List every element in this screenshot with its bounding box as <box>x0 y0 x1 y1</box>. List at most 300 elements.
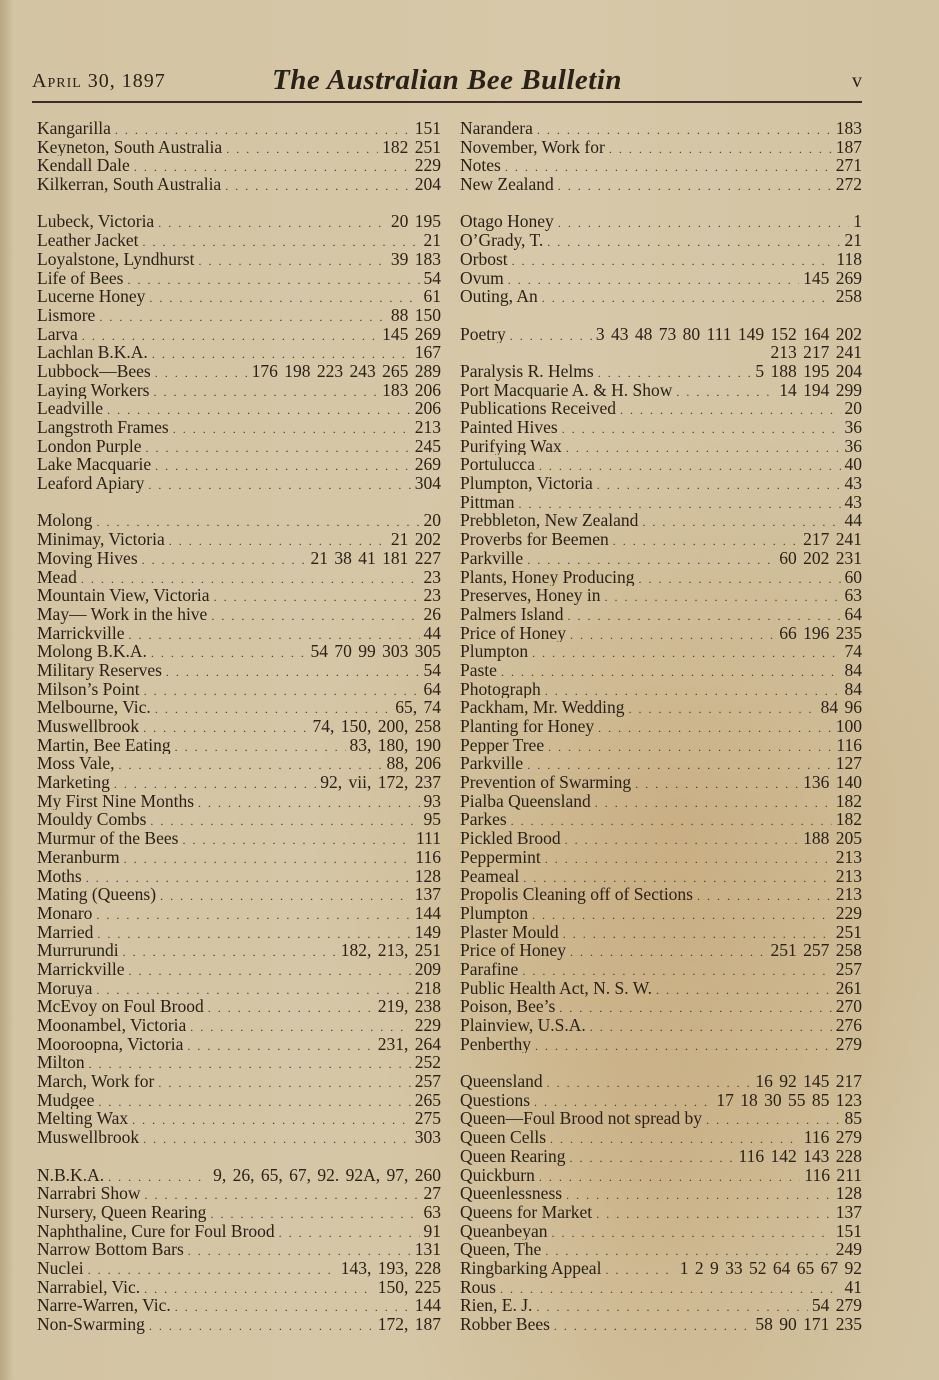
entry-pages: 54 <box>423 268 441 288</box>
leader-dots <box>558 214 849 231</box>
leader-dots <box>527 551 775 568</box>
entry-term: Plumpton <box>460 642 529 661</box>
index-entry <box>37 867 441 886</box>
index-entry <box>37 717 441 736</box>
leader-dots <box>609 140 832 157</box>
entry-term: Moving Hives <box>37 548 138 568</box>
entry-term: Murmur of the Bees <box>37 829 179 848</box>
entry-pages: 145 269 <box>803 268 862 288</box>
index-entry <box>37 455 441 474</box>
entry-pages: 40 <box>844 455 862 475</box>
entry-term: Marrickville <box>37 959 125 979</box>
entry-term: Questions <box>460 1090 530 1110</box>
leader-dots <box>706 1111 840 1128</box>
index-entry <box>460 904 862 923</box>
index-entry <box>37 138 441 157</box>
index-entry <box>460 138 862 157</box>
entry-pages: 1 2 9 33 52 64 65 67 92 <box>679 1258 862 1278</box>
index-entry <box>460 511 862 530</box>
leader-dots <box>500 1280 841 1297</box>
leader-dots <box>99 308 387 325</box>
index-entry <box>460 418 862 437</box>
leader-dots <box>182 831 412 848</box>
entry-term: Muswellbrook <box>37 717 140 736</box>
entry-pages: 257 <box>414 1072 441 1091</box>
entry-term: Painted Hives <box>460 418 558 437</box>
entry-pages: 128 <box>835 1184 862 1203</box>
index-entry <box>37 399 441 418</box>
entry-pages: 21 <box>423 231 441 250</box>
entry-term: Palmers Island <box>460 604 564 624</box>
leader-dots <box>656 981 832 998</box>
entry-pages: 116 <box>415 847 441 867</box>
entry-term: McEvoy on Foul Brood <box>37 997 204 1016</box>
index-entry <box>460 1072 862 1091</box>
entry-term: N.B.K.A. <box>37 1165 105 1185</box>
entry-term: Molong <box>37 511 93 531</box>
leader-dots <box>527 756 832 773</box>
entry-pages: 60 202 231 <box>779 548 862 568</box>
entry-pages: 36 <box>844 418 862 437</box>
index-entry <box>37 250 441 269</box>
entry-pages: 84 <box>844 679 862 699</box>
entry-pages: 116 279 <box>803 1128 862 1147</box>
entry-pages: 43 <box>844 492 862 512</box>
entry-term: Notes <box>460 156 501 176</box>
issue-date: April 30, 1897 <box>32 70 166 92</box>
entry-pages: 3 43 48 73 80 111 149 152 164 202 <box>595 324 862 344</box>
leader-dots <box>545 682 841 699</box>
leader-dots <box>107 401 411 418</box>
leader-dots <box>210 1205 419 1222</box>
entry-term: Plumpton, Victoria <box>460 474 593 493</box>
entry-term: Kendall Dale <box>37 156 130 176</box>
index-entry <box>460 437 862 456</box>
index-entry <box>37 1091 441 1110</box>
index-entry <box>460 810 862 829</box>
entry-term: Pialba Queensland <box>460 791 591 811</box>
entry-pages: 127 <box>835 754 862 774</box>
entry-pages: 229 <box>414 156 441 176</box>
leader-dots <box>198 252 386 269</box>
section-gap <box>460 306 862 325</box>
entry-term: Narrabiel, Vic. <box>37 1277 141 1297</box>
index-entry <box>37 437 441 456</box>
index-entry <box>460 1315 862 1334</box>
index-entry <box>37 605 441 624</box>
entry-term: Meranburm <box>37 847 120 867</box>
entry-term: Lake Macquarie <box>37 455 152 475</box>
entry-pages: 64 <box>423 679 441 699</box>
entry-pages: 54 <box>423 660 441 680</box>
entry-term: Leaford Apiary <box>37 474 145 493</box>
leader-dots <box>501 663 841 680</box>
entry-pages: 257 <box>835 959 862 979</box>
entry-term: Mountain View, Victoria <box>37 586 210 605</box>
entry-pages: 92, vii, 172, 237 <box>320 773 441 792</box>
index-entry <box>460 1184 862 1203</box>
entry-term: London Purple <box>37 436 142 456</box>
entry-pages: 183 <box>835 119 862 138</box>
page-header <box>32 64 862 100</box>
entry-pages: 258 <box>835 287 862 306</box>
entry-pages: 5 188 195 204 <box>755 361 862 381</box>
leader-dots <box>518 495 840 512</box>
leader-dots <box>565 831 800 848</box>
leader-dots <box>635 775 799 792</box>
entry-term: Public Health Act, N. S. W. <box>460 978 653 998</box>
leader-dots <box>97 925 410 942</box>
entry-term: Plants, Honey Producing <box>460 567 635 587</box>
leader-dots <box>548 738 832 755</box>
leader-dots <box>166 663 420 680</box>
entry-term: Mouldy Combs <box>37 810 147 830</box>
index-entry <box>460 1109 862 1128</box>
leader-dots <box>545 850 832 867</box>
leader-dots <box>554 1317 751 1334</box>
entry-pages: 21 38 41 181 227 <box>310 548 441 568</box>
entry-pages: 16 92 145 217 <box>755 1072 862 1091</box>
index-entry <box>460 960 862 979</box>
leader-dots <box>123 943 337 960</box>
page-number: v <box>852 70 862 92</box>
entry-pages: 272 <box>835 175 862 194</box>
index-entry <box>37 904 441 923</box>
index-entry <box>460 605 862 624</box>
index-entry <box>460 250 862 269</box>
leader-dots <box>96 981 410 998</box>
leader-dots <box>566 1186 832 1203</box>
index-entry <box>37 810 441 829</box>
index-entry <box>37 698 441 717</box>
index-entry <box>460 175 862 194</box>
index-entry <box>460 549 862 568</box>
entry-term: March, Work for <box>37 1072 155 1091</box>
entry-pages: 54 70 99 303 305 <box>310 642 441 661</box>
entry-term: May— Work in the hive <box>37 604 208 624</box>
index-entry <box>37 530 441 549</box>
index-entry <box>37 343 441 362</box>
entry-pages: 137 <box>414 885 441 904</box>
index-entry <box>37 1128 441 1147</box>
index-entry <box>460 661 862 680</box>
leader-dots <box>522 962 831 979</box>
index-entry <box>37 923 441 942</box>
index-entry <box>37 1109 441 1128</box>
entry-pages: 167 <box>414 343 441 362</box>
entry-pages: 251 <box>835 922 862 942</box>
entry-term: Pittman <box>460 492 515 512</box>
entry-pages: 93 <box>423 791 441 811</box>
index-entry <box>460 792 862 811</box>
leader-dots <box>143 719 308 736</box>
index-entry <box>460 848 862 867</box>
entry-pages: 43 <box>844 474 862 493</box>
leader-dots <box>208 999 374 1016</box>
index-entry <box>37 1166 441 1185</box>
leader-dots <box>510 327 592 344</box>
leader-dots <box>569 1149 734 1166</box>
index-entry <box>37 269 441 288</box>
index-entry <box>460 1091 862 1110</box>
index-entry <box>460 1203 862 1222</box>
entry-term: Lachlan B.K.A. <box>37 343 148 362</box>
entry-term: Marketing <box>37 773 110 792</box>
leader-dots <box>535 1037 832 1054</box>
entry-pages: 252 <box>414 1053 441 1073</box>
entry-term: Photograph <box>460 679 541 699</box>
index-entry <box>460 287 862 306</box>
entry-pages: 187 <box>835 137 862 157</box>
entry-pages: 128 <box>414 866 441 886</box>
leader-dots <box>568 607 841 624</box>
leader-dots <box>570 943 767 960</box>
index-entry <box>37 773 441 792</box>
entry-pages: 64 <box>844 604 862 624</box>
entry-term: Lucerne Honey <box>37 287 146 306</box>
entry-pages: 219, 238 <box>377 997 441 1016</box>
entry-term: Naphthaline, Cure for Foul Brood <box>37 1221 275 1241</box>
index-entry <box>460 642 862 661</box>
index-entry <box>37 1072 441 1091</box>
index-entry <box>460 212 862 231</box>
entry-term: Leadville <box>37 399 104 418</box>
entry-pages: 231, 264 <box>377 1034 441 1054</box>
entry-pages: 116 <box>836 735 862 755</box>
leader-dots <box>534 1093 712 1110</box>
entry-term: Poison, Bee’s <box>460 997 556 1016</box>
index-entry <box>37 1259 441 1278</box>
entry-pages: 74 <box>844 642 862 661</box>
index-entry <box>460 381 862 400</box>
entry-term: Queanbeyan <box>460 1221 548 1241</box>
leader-dots <box>82 327 378 344</box>
index-entry <box>37 231 441 250</box>
leader-dots <box>639 570 841 587</box>
leader-dots <box>160 887 411 904</box>
entry-pages: 20 195 <box>390 212 441 232</box>
leader-dots <box>562 420 841 437</box>
entry-pages: 91 <box>423 1221 441 1241</box>
entry-pages: 39 183 <box>390 249 441 269</box>
index-entry <box>37 736 441 755</box>
index-entry <box>460 493 862 512</box>
entry-term: Military Reserves <box>37 660 162 680</box>
leader-dots <box>570 626 775 643</box>
entry-pages: 229 <box>414 1016 441 1035</box>
entry-term: Nursery, Queen Rearing <box>37 1202 207 1222</box>
index-entry <box>460 269 862 288</box>
entry-pages: 83, 180, 190 <box>349 735 441 755</box>
leader-dots <box>547 233 840 250</box>
leader-dots <box>108 1168 209 1185</box>
leader-dots <box>96 906 410 923</box>
entry-pages: 251 257 258 <box>770 941 862 960</box>
entry-pages: 66 196 235 <box>779 623 862 643</box>
leader-dots <box>532 906 832 923</box>
index-column-right <box>460 119 862 1334</box>
index-entry <box>37 885 441 904</box>
entry-term: Rien, E. J. <box>460 1296 533 1315</box>
section-gap <box>460 194 862 213</box>
index-entry <box>460 698 862 717</box>
entry-pages: 20 <box>423 511 441 531</box>
leader-dots <box>158 1074 410 1091</box>
index-entry <box>460 773 862 792</box>
leader-dots <box>532 644 840 661</box>
entry-pages: 137 <box>835 1202 862 1222</box>
entry-pages: 23 <box>423 567 441 587</box>
index-entry <box>37 1315 441 1334</box>
entry-pages: 151 <box>835 1221 862 1241</box>
index-entry <box>37 1016 441 1035</box>
index-entry <box>37 156 441 175</box>
leader-dots <box>128 962 410 979</box>
leader-dots <box>118 756 382 773</box>
index-entry <box>460 399 862 418</box>
entry-pages: 213 <box>835 885 862 904</box>
entry-pages: 65, 74 <box>395 698 441 717</box>
entry-term: Pepper Tree <box>460 735 545 755</box>
entry-term: Queenlessness <box>460 1184 563 1203</box>
leader-dots <box>511 812 832 829</box>
entry-term: Leather Jacket <box>37 231 139 250</box>
leader-dots <box>559 999 831 1016</box>
index-entry <box>37 1053 441 1072</box>
index-entry <box>37 306 441 325</box>
header-rule <box>32 101 862 103</box>
entry-term: Marrickville <box>37 623 125 643</box>
leader-dots <box>151 644 307 661</box>
leader-dots <box>563 925 832 942</box>
leader-dots <box>86 869 411 886</box>
index-entry <box>37 792 441 811</box>
entry-pages: 245 <box>414 436 441 456</box>
entry-pages: 60 <box>844 567 862 587</box>
entry-term: Mooroopna, Victoria <box>37 1034 184 1054</box>
entry-pages: 182 <box>835 791 862 811</box>
entry-pages: 144 <box>414 1296 441 1315</box>
entry-pages: 304 <box>414 474 441 493</box>
entry-term: Muswellbrook <box>37 1128 140 1147</box>
entry-term: Langstroth Frames <box>37 418 169 437</box>
entry-term: Rous <box>460 1277 496 1297</box>
index-entry <box>37 212 441 231</box>
entry-pages: 213 <box>414 418 441 437</box>
entry-term: Pickled Brood <box>460 829 561 848</box>
leader-dots <box>145 1186 420 1203</box>
entry-term: Queen Rearing <box>460 1146 566 1166</box>
leader-dots <box>132 1111 411 1128</box>
leader-dots <box>149 289 419 306</box>
entry-pages-continued: 213 217 241 <box>770 343 862 362</box>
leader-dots <box>114 775 316 792</box>
index-entry <box>460 231 862 250</box>
leader-dots <box>98 1093 410 1110</box>
leader-dots <box>214 588 420 605</box>
entry-pages: 20 <box>844 399 862 418</box>
leader-dots <box>590 1018 832 1035</box>
entry-term: Mead <box>37 567 77 587</box>
entry-term: O’Grady, T. <box>460 231 544 250</box>
entry-pages: 95 <box>423 810 441 830</box>
leader-dots <box>143 1130 411 1147</box>
leader-dots <box>155 364 248 381</box>
entry-term: Lismore <box>37 305 96 325</box>
entry-pages: 145 269 <box>382 324 441 344</box>
entry-pages: 111 <box>416 829 441 848</box>
entry-pages: 27 <box>423 1184 441 1203</box>
entry-pages: 88, 206 <box>386 754 441 774</box>
index-entry <box>460 156 862 175</box>
entry-term: Married <box>37 922 94 942</box>
entry-pages: 136 140 <box>803 773 862 792</box>
entry-term: Kilkerran, South Australia <box>37 175 222 194</box>
leader-dots <box>550 1130 800 1147</box>
index-entry <box>37 997 441 1016</box>
index-entry <box>37 568 441 587</box>
entry-term: Price of Honey <box>460 941 566 960</box>
index-entry <box>460 530 862 549</box>
entry-term: Melting Wax <box>37 1109 129 1129</box>
entry-term: Plumpton <box>460 903 529 923</box>
entry-term: Paralysis R. Helms <box>460 361 594 381</box>
entry-term: Peameal <box>460 866 520 886</box>
leader-dots <box>143 233 420 250</box>
index-entry <box>460 867 862 886</box>
entry-pages: 21 <box>844 231 862 250</box>
index-entry <box>460 1166 862 1185</box>
entry-term: Murrurundi <box>37 941 119 960</box>
entry-pages: 271 <box>835 156 862 176</box>
entry-term: Paste <box>460 660 497 680</box>
index-entry <box>37 979 441 998</box>
entry-term: Narrabri Show <box>37 1184 141 1203</box>
entry-pages: 270 <box>835 997 862 1016</box>
leader-dots <box>547 1074 752 1091</box>
entry-pages: 276 <box>835 1016 862 1035</box>
entry-pages: 144 <box>414 903 441 923</box>
entry-pages: 275 <box>414 1109 441 1129</box>
index-entry <box>460 979 862 998</box>
index-entry <box>460 829 862 848</box>
leader-dots <box>81 570 420 587</box>
index-entry <box>37 175 441 194</box>
entry-pages: 41 <box>844 1277 862 1297</box>
index-entry <box>460 736 862 755</box>
leader-dots <box>128 626 419 643</box>
index-entry <box>460 941 862 960</box>
index-entry <box>37 474 441 493</box>
leader-dots <box>88 1261 337 1278</box>
entry-pages: 172, 187 <box>377 1315 441 1334</box>
entry-pages: 150, 225 <box>377 1277 441 1297</box>
leader-dots <box>188 1242 411 1259</box>
entry-pages: 54 279 <box>811 1296 862 1315</box>
entry-pages: 218 <box>414 978 441 998</box>
index-entry <box>37 1240 441 1259</box>
index-entry <box>460 885 862 904</box>
index-entry <box>37 1184 441 1203</box>
entry-term: Kangarilla <box>37 119 111 138</box>
entry-pages: 84 <box>844 660 862 680</box>
index-entry <box>460 568 862 587</box>
section-gap <box>37 493 441 512</box>
index-entry <box>460 717 862 736</box>
entry-term: Robber Bees <box>460 1315 550 1334</box>
index-entry <box>37 1203 441 1222</box>
entry-term: Moss Vale, <box>37 754 115 774</box>
